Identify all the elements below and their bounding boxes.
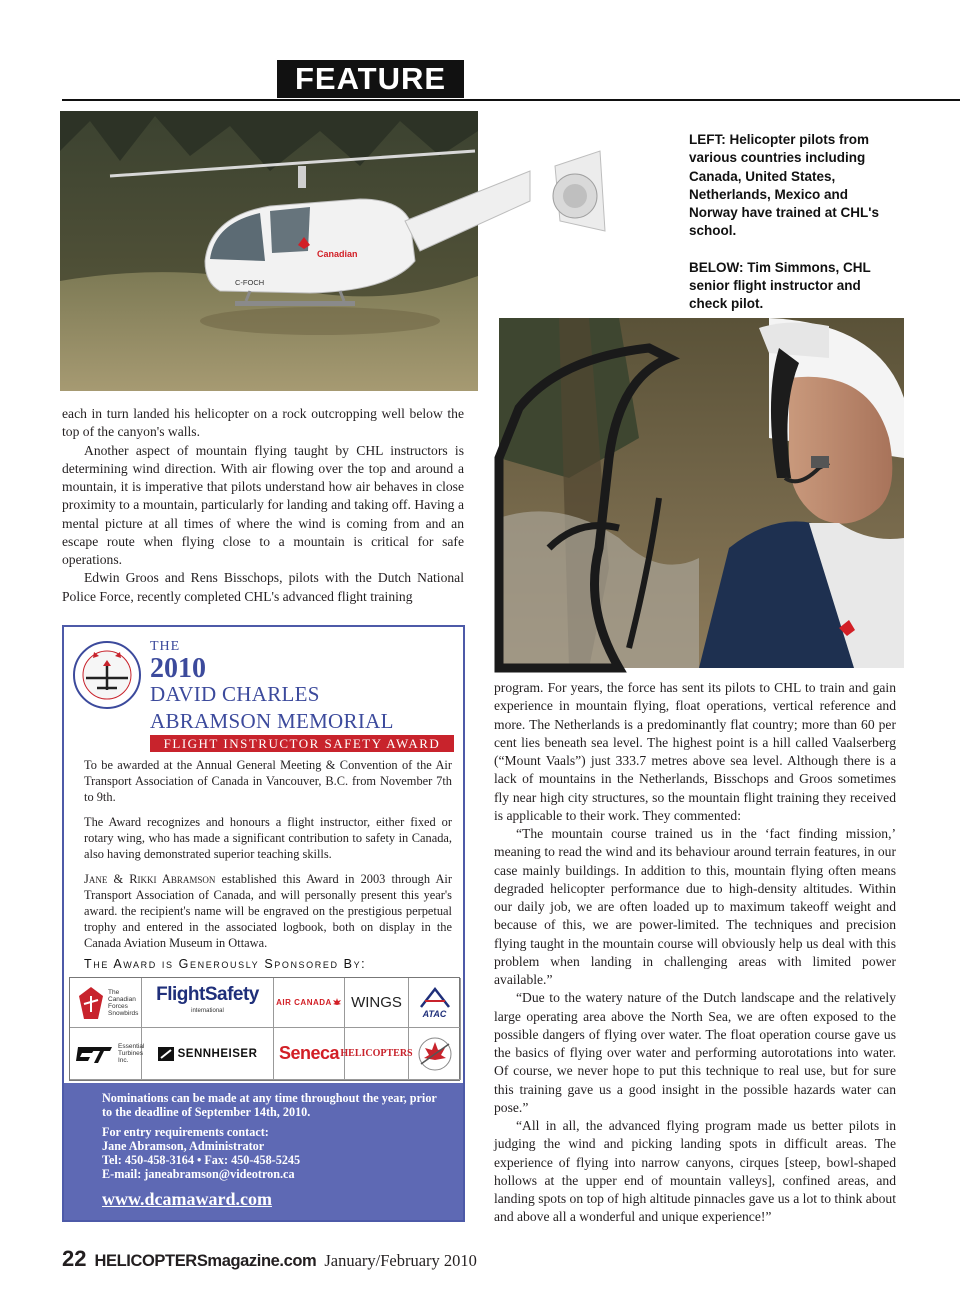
contact-phone: Tel: 450-458-3164 • Fax: 450-458-5245 (102, 1153, 301, 1167)
header-rule (62, 99, 960, 101)
award-contact (102, 1125, 442, 1181)
article-paragraph: program. For years, the force has sent its pilots to CHL to train and gain experience in mountain flying, float operations, vertical reference and more. The Netherlands is a predominantly flat country; more than 60 per cent lies beneath sea level. The highest point is a hill called Vaalserberg (“Mount Vaals”) just 333.7 metres above sea level. Although there is a lack of mountains in the Netherlands, Bisschops and Groos sometimes fly near high city structures, so the mountain flight training they received is applicable to their work. They commented: (494, 680, 896, 823)
article-paragraph: “Due to the watery nature of the Dutch landscape and the relatively large operating area above the North Sea, we are often exposed to the possible dangers of flying over water. The float operation course gave us the basics of flying over water and performing autorotations into water. Of course, we never hope to put this technique to real use, but for sure this training gave us a good insight in the possible hazards water can pose.” (494, 990, 896, 1115)
sponsor-flightsafety-sub: international (191, 1007, 224, 1014)
award-para2: The Award recognizes and honours a flight instructor, either fixed or rotary wing, who has made a significant contribution to safety in Canada, also having demonstrated superior teaching skills. (84, 815, 452, 861)
article-paragraph: “The mountain course trained us in the ‘fact finding mission,’ meaning to read the wind and its behaviour around terrain features, in our case mainly buildings. In addition to this, mountain flying often means degraded helicopter performance due to high-density altitudes. Within our daily job, we are often loaded up to maximum takeoff weight and because of this, we are power-limited. The techniques and precision flying taught in the mountain course will obviously help us deal with this problem when landing in challenging areas with limited power available.” (494, 826, 896, 987)
essential-turbines-icon (76, 1043, 114, 1065)
maple-leaf-icon (332, 998, 342, 1008)
sponsor-seneca (274, 1028, 345, 1080)
sponsor-aircanada (274, 978, 345, 1028)
sennheiser-icon (158, 1047, 174, 1061)
article-paragraph: “All in all, the advanced flying program made us better pilots in judging the wind and picking landing spots in difficult areas. The experience of flying into narrow canyons, cirques [steep, bowl-shaped hollows at the upper end of mountain valleys], confined areas, and landing spots on top of high altitude pinnacles gave us a lot to think about and above all a wonderful and unique experience!” (494, 1118, 896, 1225)
sponsor-grid (69, 977, 460, 1081)
article-column-left (62, 405, 464, 606)
sponsor-helicopters-text: HELICOPTERS (340, 1048, 413, 1059)
sponsor-essential-text: Essential Turbines Inc. (118, 1043, 145, 1064)
sponsor-aircanada-text: AIR CANADA (276, 998, 332, 1007)
helicopter-photo (60, 111, 478, 391)
award-subtitle: FLIGHT INSTRUCTOR SAFETY AWARD (150, 735, 454, 752)
contact-heading: For entry requirements contact: (102, 1125, 269, 1139)
footer-site: HELICOPTERSmagazine.com (94, 1252, 317, 1270)
helicopter-registration-text: C-FOCH (235, 278, 265, 287)
footer-date: January/February 2010 (324, 1251, 477, 1270)
page-footer (62, 1246, 477, 1276)
sponsor-essential-turbines (70, 1028, 145, 1080)
sponsor-atac (409, 978, 461, 1028)
sponsor-wings (345, 978, 409, 1028)
article-paragraph: Edwin Groos and Rens Bisschops, pilots with the Dutch National Police Force, recently completed CHL's advanced flight training (62, 570, 464, 604)
sponsor-snowbirds (70, 978, 142, 1028)
snowbirds-icon (78, 986, 104, 1020)
contact-name: Jane Abramson, Administrator (102, 1139, 265, 1153)
sponsor-atac-text: ATAC (422, 1008, 447, 1019)
award-footer (64, 1083, 463, 1220)
photo-caption (689, 131, 899, 314)
caption-left: LEFT: Helicopter pilots from various countries including Canada, United States, Netherlands, Mexico and Norway have trained at CHL's school. (689, 132, 880, 239)
award-description (84, 757, 452, 951)
canada-aviation-icon (415, 1036, 455, 1072)
award-founders: Jane & Rikki Abramson (84, 872, 216, 886)
sponsor-flightsafety (142, 978, 274, 1028)
atac-icon (419, 987, 451, 1009)
sponsor-seneca-text: Seneca (278, 1043, 340, 1063)
sponsor-canada-aviation (409, 1028, 461, 1080)
pilot-photo (499, 318, 904, 668)
award-year: 2010 (150, 653, 206, 684)
award-para3 (84, 871, 452, 951)
award-advertisement (62, 625, 465, 1222)
sponsor-sennheiser-text: SENNHEISER (177, 1047, 258, 1060)
award-para1: To be awarded at the Annual General Meeting & Convention of the Air Transport Association of Canada in Vancouver, B.C. from November 7th to 9th. (84, 758, 452, 804)
sponsor-flightsafety-text: FlightSafety (156, 983, 259, 1005)
article-paragraph: each in turn landed his helicopter on a rock outcropping well below the top of the canyon's walls. (62, 406, 464, 440)
sponsor-snowbirds-text: The Canadian Forces Snowbirds (108, 988, 139, 1017)
helicopter-brand-text: Canadian (317, 249, 358, 259)
sponsor-sennheiser (142, 1028, 274, 1080)
caption-below: BELOW: Tim Simmons, CHL senior flight instructor and check pilot. (689, 259, 871, 312)
sponsor-helicopters (340, 1028, 413, 1080)
award-name-line1: DAVID CHARLES (150, 682, 320, 706)
award-para3-text: established this Award in 2003 through Air Transport Association of Canada, and will personally present this year's award. the recipient's name will be engraved on the prestigious perpetual trophy and entered in the associated logbook, both on display in the Canada Aviation Museum in Ottawa. (84, 872, 452, 950)
award-name-line2: ABRAMSON MEMORIAL (150, 709, 394, 733)
sponsor-wings-text: WINGS (351, 994, 402, 1011)
sponsored-heading: The Award is Generously Sponsored By: (84, 957, 367, 971)
article-paragraph: Another aspect of mountain flying taught by CHL instructors is determining wind direction. With air flowing over the top and around a mountain, it is imperative that pilots understand how air behaves in close proximity to a mountain, particularly for landing and taking off. Having a mental picture at all times of where the wind is coming from and an escape route when flying close to a mountain is critical for safe operations. (62, 442, 464, 567)
page-number: 22 (62, 1246, 87, 1271)
award-nominations: Nominations can be made at any time throughout the year, prior to the deadline of September 14th, 2010. (102, 1091, 437, 1119)
award-website-link[interactable]: www.dcamaward.com (102, 1189, 272, 1209)
contact-email[interactable]: E-mail: janeabramson@videotron.ca (102, 1167, 295, 1181)
award-the: THE (150, 639, 181, 654)
section-banner: FEATURE (277, 60, 464, 98)
article-column-right (494, 679, 896, 1227)
award-logo-icon (72, 640, 142, 710)
